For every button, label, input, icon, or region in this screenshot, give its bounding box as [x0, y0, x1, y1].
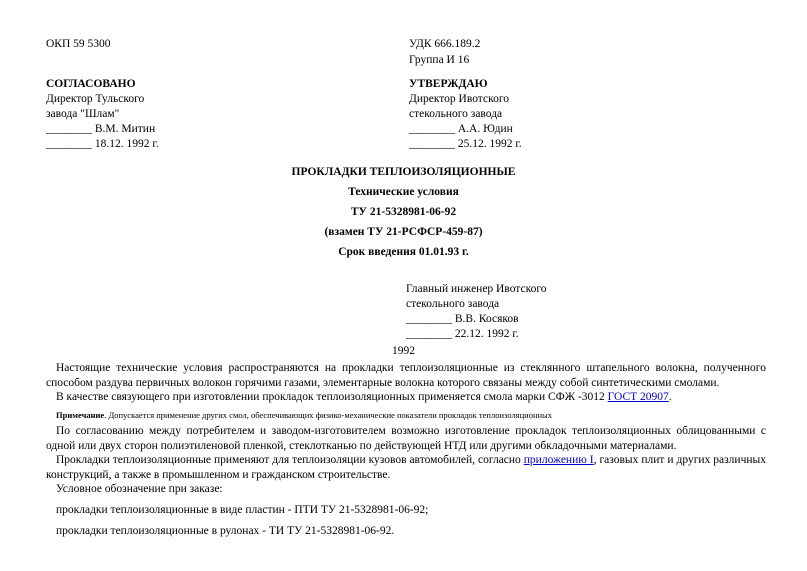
agreed-line1: Директор Тульского [46, 93, 145, 105]
paragraph-scope [46, 361, 766, 391]
paragraph-binder-end: . [668, 391, 672, 403]
approved-line1: Директор Ивотского [409, 93, 509, 105]
agreed-line2: завода "Шлам" [46, 108, 120, 120]
document-replaces: (взамен ТУ 21-РСФСР-459-87) [324, 226, 483, 238]
chief-engineer-signature: ________ В.В. Косяков [406, 313, 519, 325]
paragraph-application-text: Прокладки теплоизоляционные применяют для теплоизоляции кузовов автомобилей, согласно [56, 454, 524, 466]
approved-signature: ________ А.А. Юдин [409, 123, 513, 135]
paragraph-designation [46, 482, 766, 497]
chief-engineer-line2: стекольного завода [406, 298, 500, 310]
agreed-title: СОГЛАСОВАНО [46, 78, 136, 90]
document-subtitle: Технические условия [348, 186, 459, 198]
paragraph-scope-text: Настоящие технические условия распространяются на прокладки теплоизоляционные из стеклянного штапельного волокна, полученного способом раздува первичных волокон горячими газами, элементарные волокна которого связаны между собой синтетическими смолами. [46, 362, 766, 389]
agreed-signature: ________ В.М. Митин [46, 123, 156, 135]
paragraph-rolls [46, 524, 766, 539]
chief-engineer-date: ________ 22.12. 1992 г. [406, 328, 519, 340]
paragraph-designation-text: Условное обозначение при заказе: [56, 483, 223, 495]
document-effective-date: Срок введения 01.01.93 г. [338, 246, 469, 258]
paragraph-binder [46, 390, 766, 405]
gost-link[interactable]: ГОСТ 20907 [607, 391, 669, 403]
paragraph-plates-text: прокладки теплоизоляционные в виде пластин - ПТИ ТУ 21-5328981-06-92; [56, 504, 429, 516]
document-title: ПРОКЛАДКИ ТЕПЛОИЗОЛЯЦИОННЫЕ [291, 166, 516, 178]
agreed-date: ________ 18.12. 1992 г. [46, 138, 159, 150]
paragraph-facing-text: По согласованию между потребителем и заводом-изготовителем возможно изготовление прокладок теплоизоляционных облицованными с одной или двух сторон полиэтиленовой пленкой, стеклотканью по действующей НТД или другими обкладочными материалами. [46, 425, 766, 452]
group-code: Группа И 16 [409, 54, 470, 66]
approved-date: ________ 25.12. 1992 г. [409, 138, 522, 150]
note-label: Примечание [56, 410, 105, 420]
paragraph-binder-text: В качестве связующего при изготовлении прокладок теплоизоляционных применяется смола марки СФЖ -3012 [56, 391, 608, 403]
note [46, 408, 766, 423]
okp-code: ОКП 59 5300 [46, 38, 111, 50]
paragraph-facing [46, 424, 766, 454]
document-code: ТУ 21-5328981-06-92 [350, 206, 457, 218]
paragraph-rolls-text: прокладки теплоизоляционные в рулонах - ТИ ТУ 21-5328981-06-92. [56, 525, 395, 537]
paragraph-application [46, 453, 766, 483]
paragraph-application-end: , газовых плит и других различных конструкций, а также в промышленном и гражданском строительстве. [46, 454, 766, 481]
document-year: 1992 [392, 345, 415, 357]
approved-line2: стекольного завода [409, 108, 503, 120]
approved-title: УТВЕРЖДАЮ [409, 78, 488, 90]
paragraph-plates [46, 503, 766, 518]
chief-engineer-line1: Главный инженер Ивотского [406, 283, 547, 295]
udk-code: УДК 666.189.2 [409, 38, 481, 50]
appendix-link[interactable]: приложению I [523, 454, 594, 466]
note-text: . Допускается применение других смол, обеспечивающих физико-механические показатели прокладок теплоизоляционных [104, 410, 552, 420]
